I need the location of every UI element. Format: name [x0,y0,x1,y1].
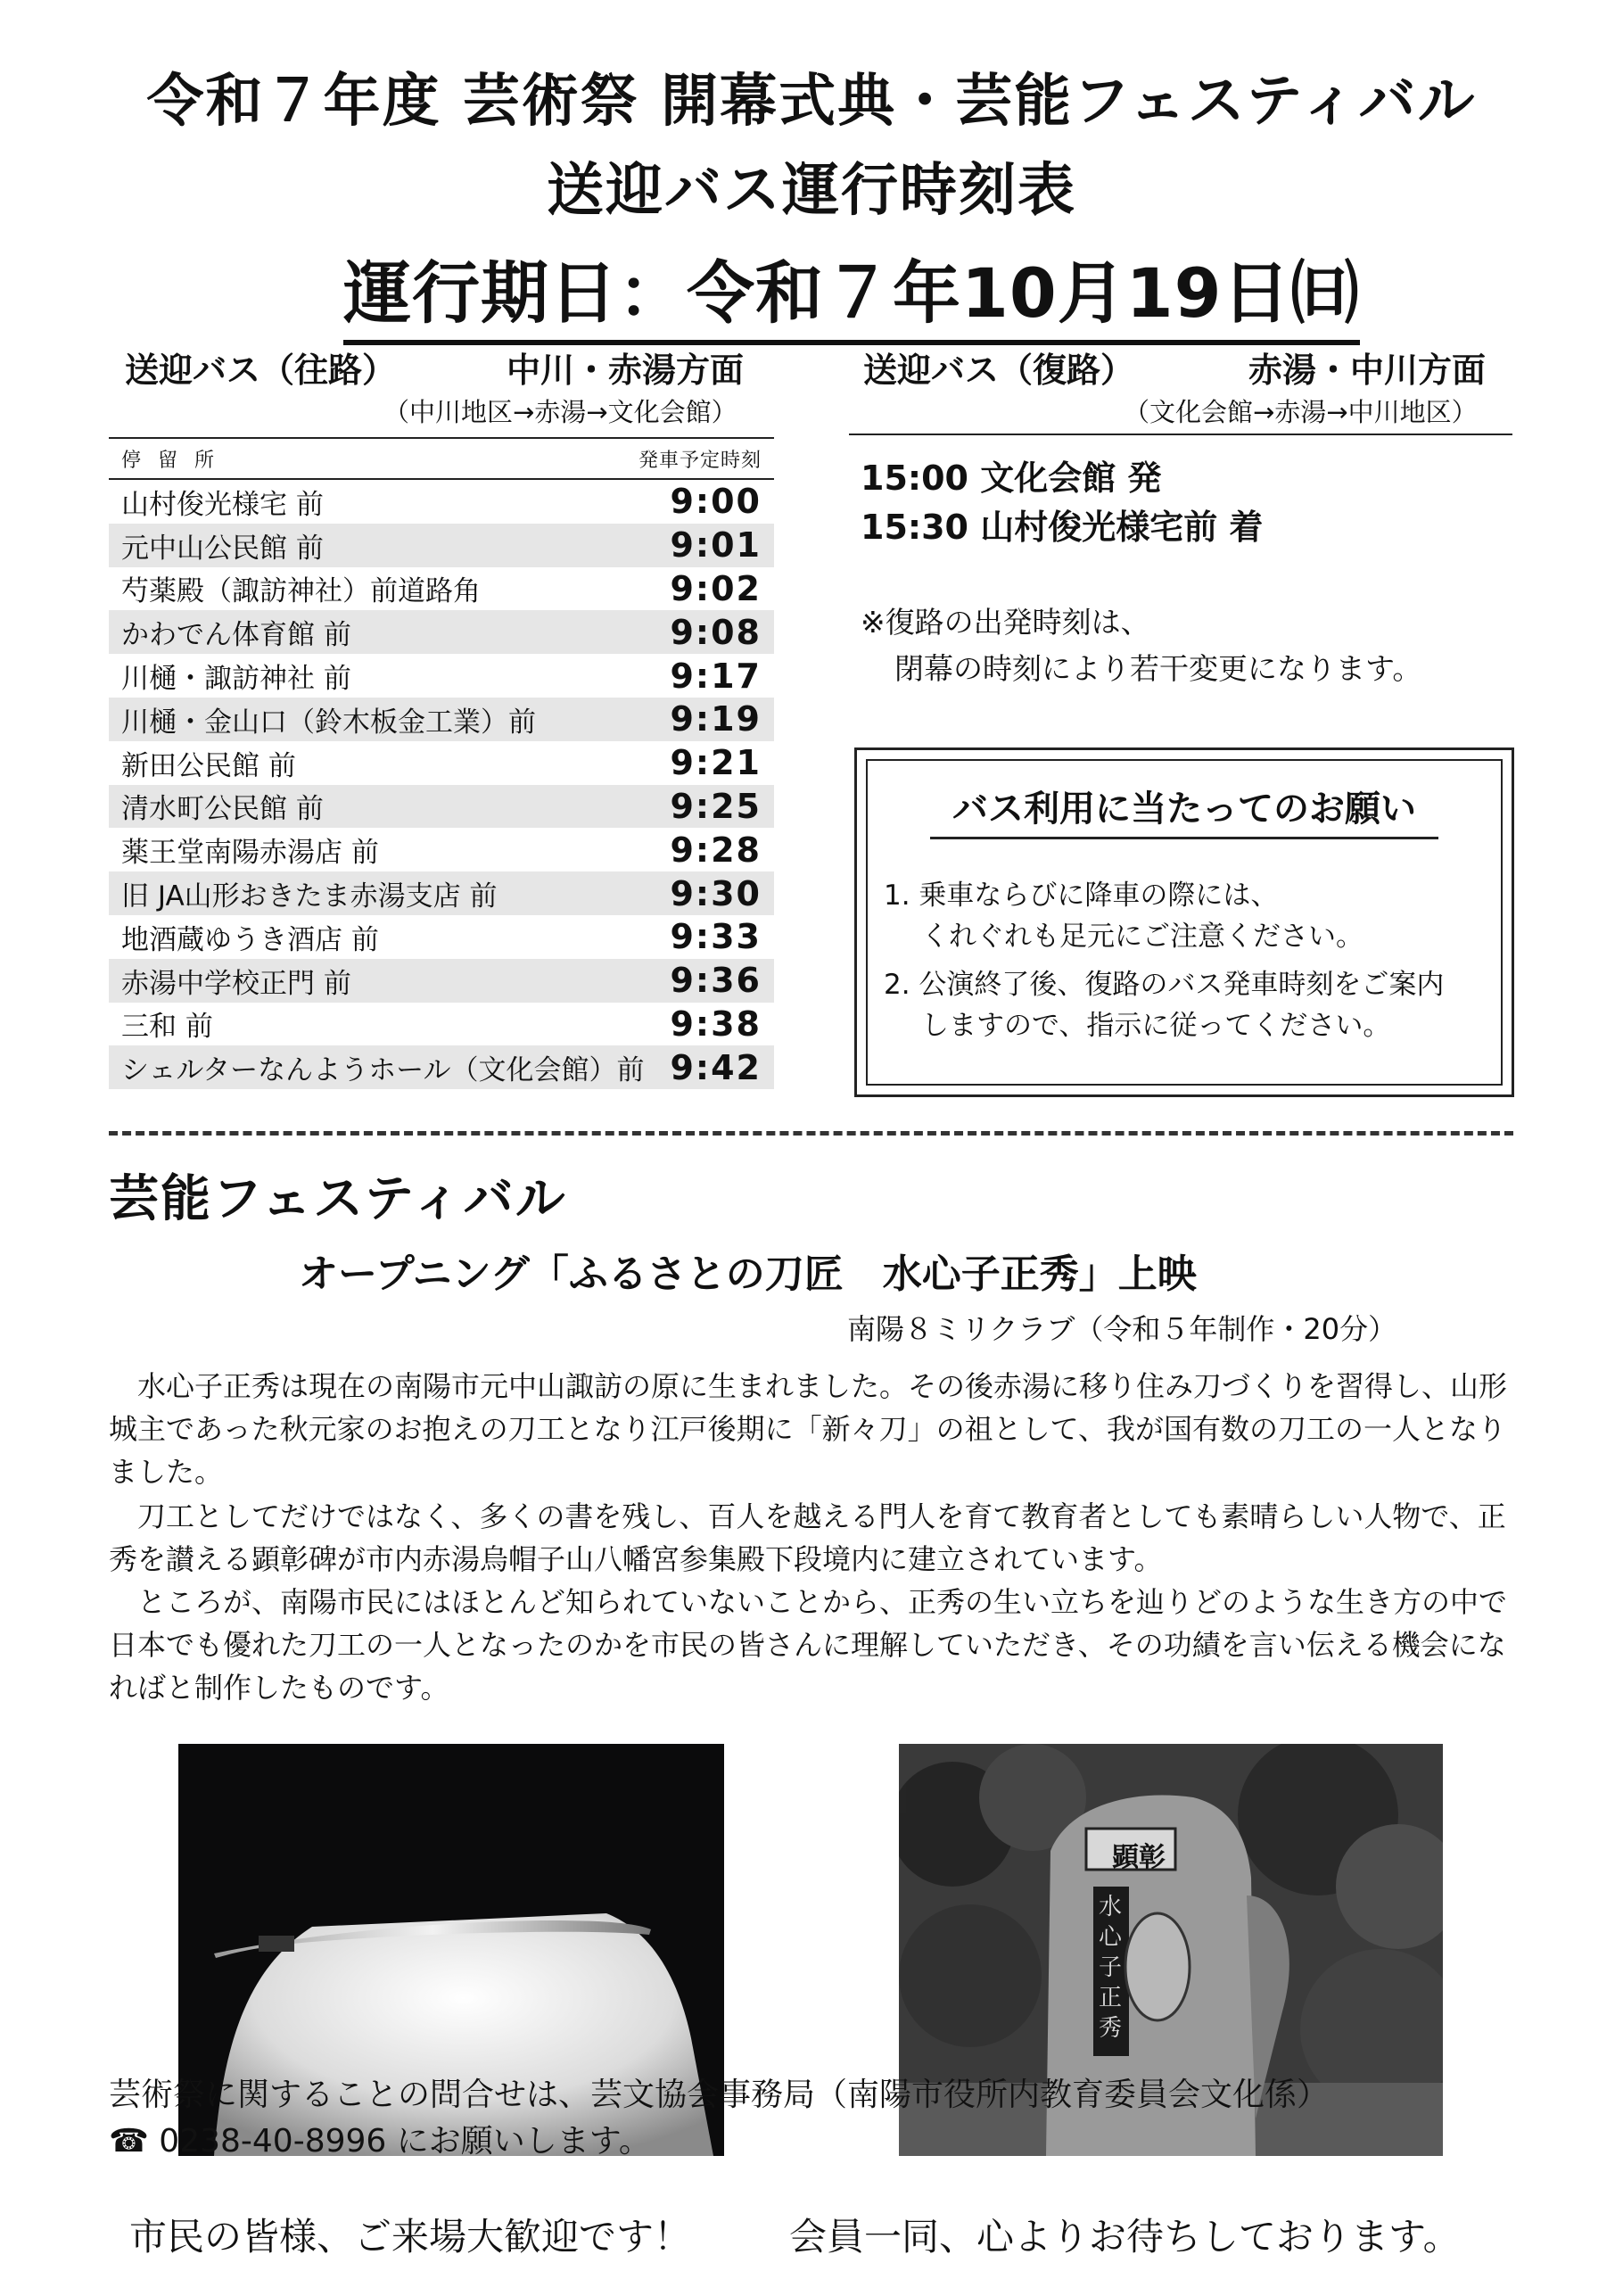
stop-name: かわでん体育館 前 [121,619,351,652]
stop-time: 9:36 [670,961,762,1001]
stop-name: 地酒蔵ゆうき酒店 前 [121,923,379,956]
page-subtitle: 送迎バス運行時刻表 [547,158,1076,224]
stop-time: 9:02 [670,568,762,608]
waiting-message: 会員一同、心よりお待ちしております。 [789,2215,1461,2259]
stop-name: 川樋・金山口（鈴木板金工業）前 [121,706,536,739]
return-note-line2: 閉幕の時刻により若干変更になります。 [894,651,1422,686]
stop-time: 9:25 [670,786,762,826]
table-row [109,1045,774,1089]
return-note-line1: ※復路の出発時刻は、 [861,605,1150,640]
stop-name: 芍薬殿（諏訪神社）前道路角 [121,575,481,608]
table-row [109,1003,774,1046]
stop-name: 旧 JA山形おきたま赤湯支店 前 [121,880,498,913]
contact-info: 芸術祭に関することの問合せは、芸文協会事務局（南陽市役所内教育委員会文化係） [109,2077,1330,2113]
request-title: バス利用に当たってのお願い [930,780,1438,839]
return-direction: 赤湯・中川方面 [1248,351,1487,390]
stop-name: 清水町公民館 前 [121,793,324,826]
table-row [109,828,774,871]
stop-time: 9:21 [670,743,762,783]
table-row [109,524,774,567]
outbound-direction: 中川・赤湯方面 [507,351,745,390]
opening-title: オープニング「ふるさとの刀匠 水心子正秀」上映 [299,1251,1197,1297]
request-item-2b: しますので、指示に従ってください。 [921,1010,1391,1042]
stop-name: 山村俊光様宅 前 [121,488,324,521]
column-stop-header: 停 留 所 [121,449,219,472]
return-arrival: 15:30 山村俊光様宅前 着 [861,508,1264,547]
stop-time: 9:38 [670,1003,762,1044]
stop-time: 9:19 [670,699,762,739]
table-row [109,741,774,785]
stop-name: 新田公民館 前 [121,749,296,782]
stop-time: 9:01 [670,525,762,566]
table-row [109,610,774,654]
film-credit: 南陽８ミリクラブ（令和５年制作・20分） [847,1312,1397,1346]
stop-time: 9:28 [670,830,762,870]
stop-time: 9:17 [670,656,762,696]
request-box [854,747,1514,1097]
timetable-header [109,437,774,480]
outbound-timetable [109,437,774,1089]
return-departure: 15:00 文化会館 発 [861,458,1162,498]
festival-heading: 芸能フェスティバル [109,1170,567,1228]
stop-time: 9:00 [670,482,762,522]
section-divider [109,1131,1513,1136]
stop-name: 川樋・諏訪神社 前 [121,663,351,696]
festival-paragraph-2: 刀工としてだけではなく、多くの書を残し、百人を越える門人を育て教育者としても素晴らしい人物で、正秀を讃える顕彰碑が市内赤湯烏帽子山八幡宮参集殿下段境内に建立されています。 [109,1499,1506,1576]
contact-phone: ☎ 0238-40-8996 にお願いします。 [109,2123,651,2160]
return-divider [849,434,1512,435]
return-label: 送迎バス（復路） [863,351,1135,390]
stop-name: シェルターなんようホール（文化会館）前 [121,1054,645,1087]
request-item-1a: 1. 乗車ならびに降車の際には、 [884,880,1279,912]
monument-name-plate: 水心子正秀 [1099,1894,1123,2042]
welcome-message: 市民の皆様、ご来場大歓迎です！ [129,2215,692,2259]
request-item-1b: くれぐれも足元にご注意ください。 [921,921,1363,953]
festival-paragraph-3: ところが、南陽市民にはほとんど知られていないことから、正秀の生い立ちを辿りどのような生き方の中で日本でも優れた刀工の一人となったのかを市民の皆さんに理解していただき、その功績を言い伝える機会になればと制作したものです。 [109,1585,1508,1705]
stop-name: 元中山公民館 前 [121,532,324,565]
monument-sign-text: 顕彰 [1112,1842,1166,1873]
table-row [109,785,774,829]
request-item-2a: 2. 公演終了後、復路のバス発車時刻をご案内 [884,969,1445,1001]
outbound-label: 送迎バス（往路） [125,351,397,390]
outbound-route: （中川地区→赤湯→文化会館） [383,397,737,427]
operation-date: 運行期日：令和７年10月19日㈰ [343,239,1360,345]
table-row [109,654,774,698]
stop-name: 三和 前 [121,1011,213,1044]
stop-time: 9:33 [670,917,762,957]
stop-time: 9:42 [670,1047,762,1087]
table-row [109,567,774,611]
return-route: （文化会館→赤湯→中川地区） [1124,397,1478,427]
table-row [109,915,774,959]
table-row [109,698,774,741]
stop-name: 赤湯中学校正門 前 [121,967,351,1000]
stop-name: 薬王堂南陽赤湯店 前 [121,837,379,870]
festival-paragraph-1: 水心子正秀は現在の南陽市元中山諏訪の原に生まれました。その後赤湯に移り住み刀づくりを習得し、山形城主であった秋元家のお抱えの刀工となり江戸後期に「新々刀」の祖として、我が国有数の刀工の一人となりました。 [109,1369,1508,1489]
stop-time: 9:08 [670,612,762,652]
table-row [109,871,774,915]
stop-time: 9:30 [670,873,762,913]
column-time-header: 発車予定時刻 [638,449,762,472]
page-title: 令和７年度 芸術祭 開幕式典・芸能フェスティバル [146,69,1477,135]
timetable-body [109,480,774,1089]
table-row [109,480,774,524]
table-row [109,959,774,1003]
